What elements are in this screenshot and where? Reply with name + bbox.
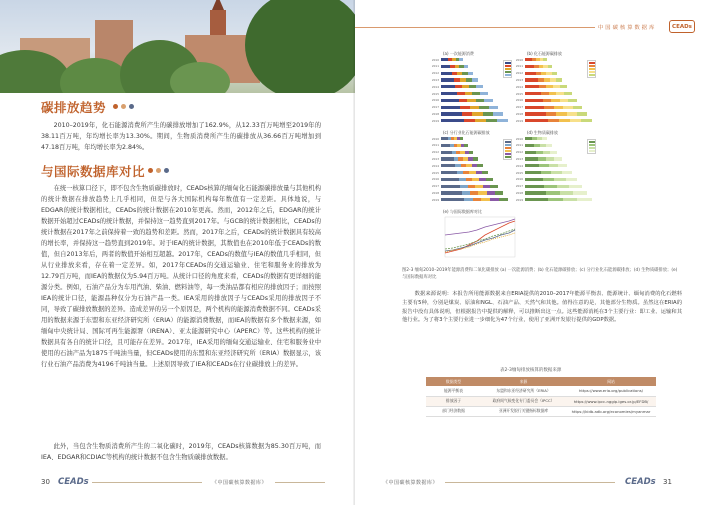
year-tick-label: 2016 [431, 98, 439, 103]
year-tick-label: 2012 [431, 71, 439, 76]
stacked-bar-segment [577, 112, 587, 115]
panel-b-label: (b) 化石能源碳排放 [527, 51, 562, 56]
year-tick-label: 2018 [431, 190, 439, 195]
stacked-bar-segment [493, 112, 503, 115]
table-header-cell: 网站 [566, 377, 656, 386]
stacked-bar-segment [480, 92, 488, 95]
legend-swatch [589, 141, 595, 143]
stacked-bar-segment [462, 85, 469, 88]
page-number: 30 [41, 478, 50, 486]
section-title-emission-trend: 碳排放趋势 [41, 100, 107, 115]
stacked-bar-segment [472, 112, 482, 115]
stacked-bar-segment [441, 171, 457, 174]
stacked-bar-segment [441, 151, 452, 154]
ceads-logo: CEADs [58, 477, 89, 487]
stacked-bar-segment [441, 178, 459, 181]
stacked-bar-segment [566, 178, 577, 181]
stacked-bar-segment [460, 137, 463, 140]
stacked-bar-segment [464, 144, 468, 147]
stacked-bar-segment [495, 191, 503, 194]
footer-rule [275, 482, 325, 483]
stacked-bar-segment [483, 112, 493, 115]
year-tick-label: 2012 [515, 71, 523, 76]
stacked-bar-segment [441, 185, 460, 188]
stacked-bar-segment [464, 65, 468, 68]
stacked-bar-segment [479, 106, 488, 109]
legend-swatch [589, 71, 595, 73]
table-cell: https://www.ipcc-nggip.iges.or.jp/EFDB/ [566, 396, 656, 406]
legend-swatch [505, 65, 511, 67]
year-tick-label: 2019 [515, 118, 523, 123]
legend-swatch [505, 62, 511, 64]
stacked-bar-segment [543, 151, 550, 154]
stacked-bar-segment [563, 106, 572, 109]
stacked-bar-segment [472, 178, 479, 181]
stacked-bar-segment [553, 85, 560, 88]
stacked-bar-segment [441, 58, 448, 61]
stacked-bar-segment [525, 191, 546, 194]
panel-d-label: (d) 生物质碳排放 [527, 130, 558, 135]
comparison-line-chart [437, 215, 517, 263]
stacked-bar-segment [476, 99, 485, 102]
stacked-bar-segment [441, 198, 464, 201]
year-tick-label: 2018 [431, 111, 439, 116]
year-tick-label: 2013 [431, 77, 439, 82]
year-tick-label: 2017 [515, 105, 523, 110]
table-caption: 表2-3缅甸排放核算的数据来源 [500, 368, 562, 373]
table-cell: 部门经济数据 [426, 406, 481, 416]
stacked-bar-segment [560, 191, 574, 194]
stacked-bar-segment [441, 72, 452, 75]
stacked-bar-segment [459, 178, 466, 181]
year-tick-label: 2019 [431, 118, 439, 123]
stacked-bar-segment [542, 137, 547, 140]
stacked-bar-segment [543, 178, 554, 181]
table-cell: 东盟和东亚经济研究所（ERIA） [481, 386, 566, 396]
legend-swatch [505, 156, 511, 158]
stacked-bar-segment [466, 178, 473, 181]
stacked-bar-segment [554, 106, 563, 109]
stacked-bar-segment [470, 191, 478, 194]
stacked-bar-segment [441, 106, 460, 109]
stacked-bar-segment [525, 119, 548, 122]
city-photo [0, 0, 355, 93]
stacked-bar-segment [525, 185, 544, 188]
year-tick-label: 2014 [515, 163, 523, 168]
legend-swatch [505, 144, 511, 146]
year-tick-label: 2015 [431, 170, 439, 175]
year-tick-label: 2010 [515, 136, 523, 141]
stacked-bar-segment [525, 171, 541, 174]
stacked-bar-segment [525, 92, 541, 95]
legend-swatch [505, 68, 511, 70]
stacked-bar-segment [541, 92, 549, 95]
stacked-bar-segment [549, 92, 557, 95]
stacked-bar-segment [556, 92, 564, 95]
stacked-bar-segment [441, 144, 450, 147]
year-tick-label: 2017 [431, 184, 439, 189]
legend-swatch [589, 150, 595, 152]
stacked-bar-segment [559, 119, 570, 122]
year-tick-label: 2016 [515, 177, 523, 182]
stacked-bar-segment [525, 85, 539, 88]
stacked-bar-segment [548, 198, 563, 201]
stacked-bar-segment [486, 178, 493, 181]
stacked-bar-segment [469, 85, 476, 88]
year-tick-label: 2011 [431, 143, 439, 148]
stacked-bar-segment [564, 92, 572, 95]
table-cell: 政府间气候变化专门委员会（IPCC） [481, 396, 566, 406]
stacked-bar-segment [482, 171, 488, 174]
stacked-bar-segment [525, 198, 548, 201]
table-cell: https://kidb.adb.org/economies/myanmar [566, 406, 656, 416]
section-title-database-comparison: 与国际数据库对比 [41, 164, 146, 179]
footer-book-title: 《中国碳核算数据库》 [383, 480, 439, 486]
stacked-bar-segment [525, 178, 543, 181]
stacked-bar-segment [525, 164, 539, 167]
stacked-bar-segment [477, 164, 483, 167]
panel-e-label: (e) 与国际数据库对比 [443, 209, 482, 214]
stacked-bar-segment [550, 151, 557, 154]
stacked-bar-segment [538, 157, 546, 160]
stacked-bar-segment [568, 99, 577, 102]
stacked-bar-segment [525, 106, 544, 109]
stacked-bar-segment [490, 185, 498, 188]
table-cell: 排放因子 [426, 396, 481, 406]
stacked-bar-segment [441, 78, 454, 81]
stacked-bar-segment [490, 198, 499, 201]
footer-book-title: 《中国碳核算数据库》 [212, 480, 268, 486]
year-tick-label: 2013 [515, 156, 523, 161]
stacked-bar-segment [472, 78, 478, 81]
title-dots [113, 104, 134, 109]
header-ceads-badge: CEADs [669, 20, 695, 33]
stacked-bar-segment [563, 198, 578, 201]
stacked-bar-segment [497, 119, 508, 122]
legend-swatch [505, 74, 511, 76]
year-tick-label: 2018 [515, 111, 523, 116]
ceads-logo: CEADs [625, 477, 656, 487]
section1-paragraph: 2010–2019年，化石能源消费所产生的碳排放增加了162.9%，从12.33百万吨增至2019年的38.11百万吨，年均增长率为13.30%。期间，生物质消费所产生的碳排放从36.66百万吨增加到47.18百万吨，年均增长率为2.84%。 [41, 122, 321, 151]
year-tick-label: 2017 [431, 105, 439, 110]
stacked-bar-segment [525, 99, 543, 102]
stacked-bar-segment [459, 58, 463, 61]
year-tick-label: 2019 [515, 197, 523, 202]
stacked-bar-segment [560, 99, 569, 102]
stacked-bar-segment [470, 106, 479, 109]
stacked-bar-segment [544, 106, 553, 109]
stacked-bar-segment [441, 164, 455, 167]
stacked-bar-segment [441, 119, 464, 122]
year-tick-label: 2010 [431, 136, 439, 141]
panel-a-label: (a) 一次能源消费 [443, 51, 474, 56]
stacked-bar-segment [557, 185, 570, 188]
stacked-bar-segment [577, 198, 592, 201]
stacked-bar-segment [441, 85, 455, 88]
figure-caption: 图2-3 缅甸2010–2019年能源消费和二氧化碳排放 (a) 一次能源消费；(b) 化石能源碳排放；(c) 分行业化石能源碳排放；(d) 生物质碳排放；(e) 与国际数据库对比 [402, 268, 678, 280]
year-tick-label: 2012 [515, 150, 523, 155]
panel-legend [503, 60, 512, 78]
stacked-bar-segment [467, 99, 476, 102]
stacked-bar-segment [573, 106, 582, 109]
stacked-bar-segment [525, 144, 534, 147]
legend-swatch [589, 65, 595, 67]
stacked-bar-segment [478, 191, 486, 194]
year-tick-label: 2011 [515, 64, 523, 69]
right-page [355, 0, 710, 505]
stacked-bar-segment [475, 185, 483, 188]
stacked-bar-segment [536, 151, 543, 154]
stacked-bar-segment [543, 58, 547, 61]
stacked-bar-segment [525, 72, 536, 75]
stacked-bar-segment [525, 65, 534, 68]
stacked-bar-segment [558, 164, 567, 167]
stacked-bar-segment [546, 144, 552, 147]
stacked-bar-segment [479, 178, 486, 181]
stacked-bar-segment [525, 151, 536, 154]
header-book-title: 中国碳核算数据库 [598, 25, 657, 31]
stacked-bar-segment [472, 92, 480, 95]
year-tick-label: 2015 [515, 91, 523, 96]
stacked-bar-segment [543, 99, 552, 102]
stacked-bar-segment [468, 72, 473, 75]
stacked-bar-segment [552, 72, 557, 75]
stacked-bar-segment [562, 171, 572, 174]
legend-swatch [505, 141, 511, 143]
table-cell: 能源平衡表 [426, 386, 481, 396]
stacked-bar-segment [489, 106, 498, 109]
stacked-bar-segment [525, 157, 538, 160]
year-tick-label: 2011 [515, 143, 523, 148]
stacked-bar-segment [544, 185, 557, 188]
stacked-bar-segment [483, 185, 491, 188]
data-source-paragraph: 数据来源说明：本报告所用能源数据来自ERIA提供的2010–2017年能源平衡表、能源统计、缅甸消费的化石燃料主要有5种，分别是煤炭、原油和NGL、石油产品、天然气和其他。值得注意的是，其他部分生物质。虽然这在ERIA的报告中没有具体说明，但根据报告中提供的解释，可以推断出这一点。这些能源消耗在3个主要行业：即工业、运输和其他行业。为了将3个主要行业进一步细化为47个行业，使用了亚洲开发银行提供的GDP数据。 [402, 291, 682, 324]
stacked-bar-segment [569, 185, 582, 188]
legend-swatch [589, 68, 595, 70]
year-tick-label: 2014 [515, 84, 523, 89]
stacked-bar-segment [556, 78, 562, 81]
stacked-bar-segment [541, 171, 551, 174]
stacked-bar-segment [464, 198, 473, 201]
table-row [426, 406, 656, 416]
legend-swatch [589, 147, 595, 149]
stacked-bar-segment [441, 137, 448, 140]
panel-c-label: (c) 分行业化石能源碳排放 [443, 130, 490, 135]
year-tick-label: 2016 [431, 177, 439, 182]
footer-rule [445, 482, 615, 483]
stacked-bar-segment [441, 65, 450, 68]
stacked-bar-segment [487, 191, 495, 194]
stacked-bar-segment [460, 106, 469, 109]
stacked-bar-segment [539, 85, 546, 88]
stacked-bar-segment [525, 78, 538, 81]
legend-swatch [505, 153, 511, 155]
table-row [426, 386, 656, 396]
stacked-bar-segment [460, 185, 468, 188]
section2-paragraph-1: 在统一核算口径下，即不包含生物质碳排放时，CEADs核算的缅甸化石能源碳排放量与其他机构的统计数据在排放趋势上几乎相同，但是与各大国际机构每年数值有一定差距。具体地说，与EDGAR的统计数据相比，CEADs的统计数据在2010年更高。然而，2012年之后，EDGAR的统计数据开始超过CEADs的统计数据，并保持这一趋势直到2017年。与GCB的统计数据相比，CEADs的统计数据在2017年之前保持着一致的趋势和差距。然而，2017年之后，CEADs的统计数据具有较高的增长率，并保持这一趋势直到2019年。对于IEA的统计数据，其数值也在2010年低于CEADs的数值，但自2013年后，两者的数值开始相互超越。2017年，CEADs的数值与IEA的数值几乎相同，但从行业排放来看，存在着一定差异。如，2017年CEADs的交通运输业、住宅和服务业的排放为12.79百万吨，而IEA的数据仅为5.94百万吨。从统计口径的角度来看，CEADs的数据有更详细的能源分类。例如，石油产品分为车用汽油、柴油、燃料油等，每一类油品都有相应的排放因子；而按照IEA的统计口径，能源品种仅分为石油产品一类。IEA采用的排放因子与CEADs采用的排放因子不同，导致了碳排放数据的差异。造成差异的另一个原因是，两个机构的能源消费数据不同。CEADs采用的数据来源于东盟和东亚经济研究所（ERIA）的能源消费数据，而IEA的数据有多个数据来源，如缅甸中央统计局、国际可再生能源署（IRENA）、亚太能源研究中心（APERC）等。这些机构的统计数据具有各自的统计口径，且可能存在差异。2017年，IEA采用的缅甸交通运输业、住宅和服务业中使用的石油产品为1875千吨油当量，但CEADs使用的东盟和东亚经济研究所（ERIA）数据显示，该行业石油产品消费为4196千吨油当量。上述原因导致了IEA和CEADs在行业碳排放上的差异。 [41, 185, 321, 368]
stacked-bar-segment [549, 164, 558, 167]
stacked-bar-segment [475, 119, 486, 122]
stacked-bar-segment [570, 119, 581, 122]
stacked-bar-segment [441, 157, 454, 160]
legend-swatch [505, 147, 511, 149]
stacked-bar-segment [548, 65, 552, 68]
stacked-bar-segment [457, 92, 465, 95]
year-tick-label: 2015 [431, 91, 439, 96]
year-tick-label: 2012 [431, 150, 439, 155]
section2-paragraph-2: 此外，当包含生物质消费所产生的二氧化碳时，2019年，CEADs核算数据为85.30百万吨，而IEA、EDGAR和CDIAC等机构的统计数据不包含生物质碳排放数据。 [41, 443, 321, 461]
stacked-bar-segment [546, 157, 554, 160]
stacked-bar-segment [581, 119, 592, 122]
stacked-bar-segment [486, 119, 497, 122]
stacked-bar-segment [551, 99, 560, 102]
stacked-bar-segment [455, 85, 462, 88]
stacked-bar-segment [476, 85, 483, 88]
stacked-bar-segment [462, 112, 472, 115]
panel-legend [587, 60, 596, 78]
stacked-bar-segment [554, 157, 562, 160]
legend-swatch [589, 74, 595, 76]
stacked-bar-segment [554, 178, 565, 181]
year-tick-label: 2018 [515, 190, 523, 195]
stacked-bar-segment [573, 191, 587, 194]
year-tick-label: 2010 [515, 57, 523, 62]
stacked-bar-segment [546, 112, 556, 115]
stacked-bar-segment [546, 85, 553, 88]
stacked-bar-segment [548, 119, 559, 122]
stacked-bar-segment [441, 191, 462, 194]
legend-swatch [505, 71, 511, 73]
legend-swatch [589, 62, 595, 64]
year-tick-label: 2019 [431, 197, 439, 202]
stacked-bar-segment [441, 112, 462, 115]
legend-swatch [505, 150, 511, 152]
year-tick-label: 2014 [431, 163, 439, 168]
page-number: 31 [663, 478, 672, 486]
stacked-bar-segment [525, 58, 532, 61]
year-tick-label: 2015 [515, 170, 523, 175]
stacked-bar-segment [473, 198, 482, 201]
panel-legend [587, 139, 596, 154]
stacked-bar-segment [546, 191, 560, 194]
stacked-bar-segment [462, 191, 470, 194]
table-header-cell: 来源 [481, 377, 566, 386]
header-rule [355, 27, 595, 28]
table-header-cell: 数据类型 [426, 377, 481, 386]
year-tick-label: 2010 [431, 57, 439, 62]
year-tick-label: 2016 [515, 98, 523, 103]
stacked-bar-segment [481, 198, 490, 201]
stacked-bar-segment [560, 85, 567, 88]
year-tick-label: 2013 [515, 77, 523, 82]
stacked-bar-segment [556, 112, 566, 115]
stacked-bar-segment [465, 92, 473, 95]
title-dots [148, 168, 169, 173]
table-cell: 亚洲开发银行关键指标数据库 [481, 406, 566, 416]
year-tick-label: 2014 [431, 84, 439, 89]
stacked-bar-segment [539, 164, 548, 167]
stacked-bar-segment [464, 119, 475, 122]
stacked-bar-segment [468, 185, 476, 188]
stacked-bar-segment [441, 92, 457, 95]
stacked-bar-segment [484, 99, 493, 102]
stacked-bar-segment [473, 157, 478, 160]
data-source-table [426, 377, 656, 417]
stacked-bar-segment [525, 137, 532, 140]
stacked-bar-segment [567, 112, 577, 115]
legend-swatch [589, 144, 595, 146]
year-tick-label: 2013 [431, 156, 439, 161]
stacked-bar-segment [551, 171, 561, 174]
table-row [426, 396, 656, 406]
stacked-bar-segment [499, 198, 508, 201]
table-cell: https://www.eria.org/publications/ [566, 386, 656, 396]
footer-rule [92, 482, 202, 483]
stacked-bar-segment [469, 151, 473, 154]
year-tick-label: 2017 [515, 184, 523, 189]
stacked-bar-segment [441, 99, 459, 102]
year-tick-label: 2011 [431, 64, 439, 69]
stacked-bar-segment [525, 112, 546, 115]
stacked-bar-segment [459, 99, 468, 102]
